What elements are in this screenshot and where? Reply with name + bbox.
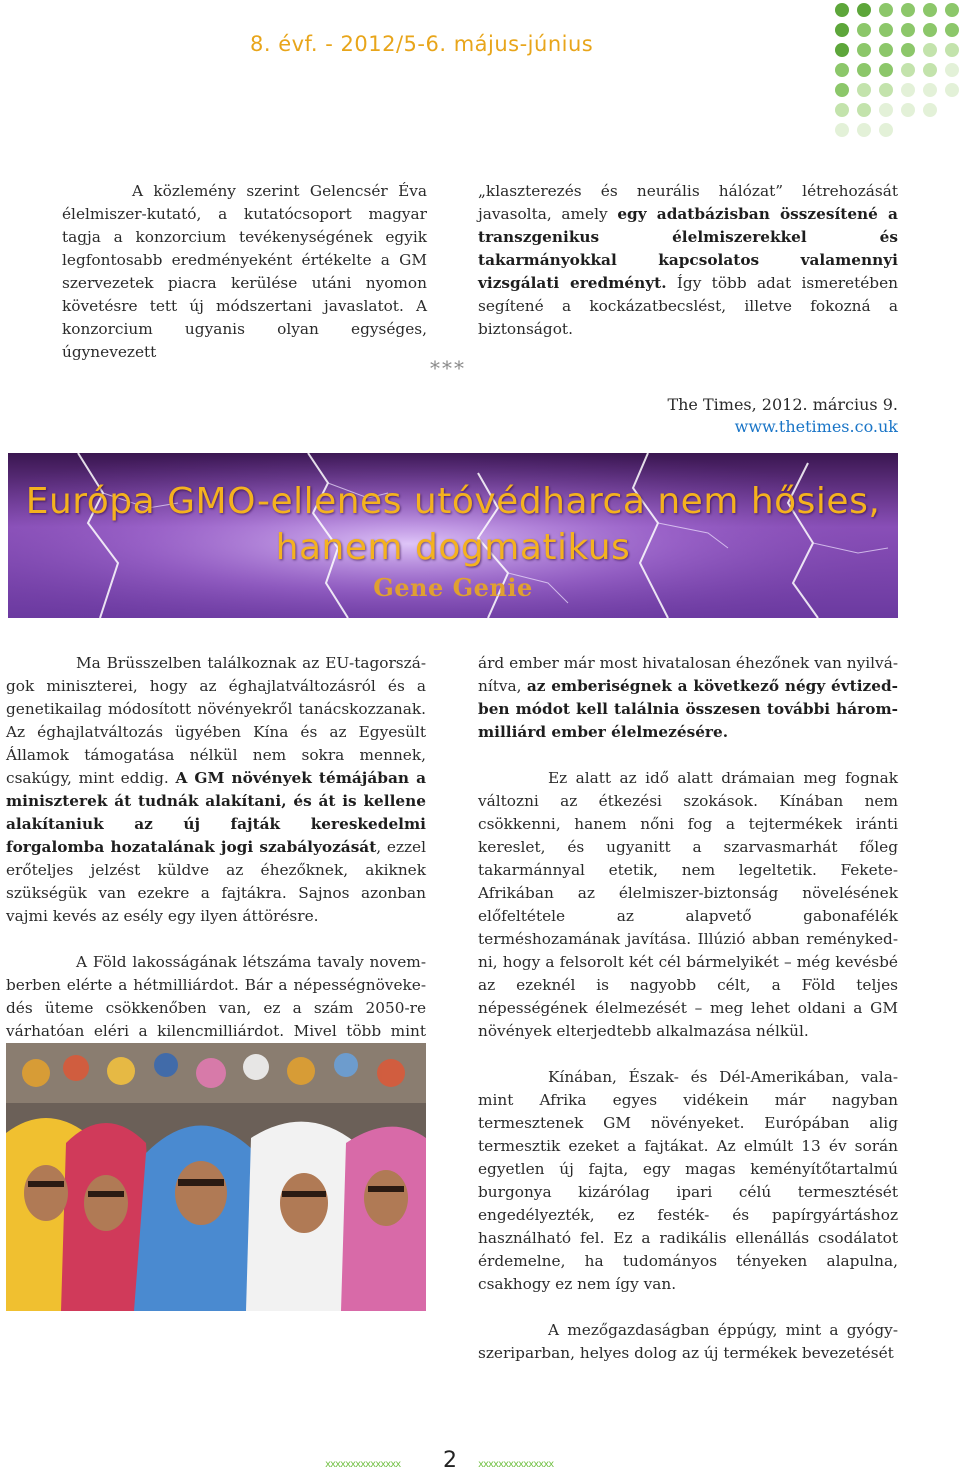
decorative-dot [835, 23, 849, 37]
decorative-dot [857, 63, 871, 77]
decorative-dot [857, 103, 871, 117]
decorative-dot [945, 23, 959, 37]
decorative-dot [835, 3, 849, 17]
page-number: 2 [443, 1448, 457, 1473]
decorative-dot [901, 43, 915, 57]
decorative-dot [923, 103, 937, 117]
source-publication: The Times, 2012. március 9. [667, 395, 898, 414]
paragraph: Kínában, Észak- és Dél-Amerikában, valamint Afrika egyes vidékein már nagyban termesztenek GM növényeket. Európában alig termesztik ezeket a fajtákat. Az elmúlt 13 év során egyetlen új fajta, egy magas keményítőtartalmú burgonya kizárólag ipari célú termesztését engedélyezték, ez festék- és papírgyártáshoz használható fel. Ez a radikális ellenállás csodálatot érdemelne, ha tudományos tényeken alapulna, csakhogy ez nem így van. [478, 1068, 898, 1293]
paragraph: „klaszterezés és neurális hálózat” létrehozását javasolta, amely egy adatbázisban összesítené a transzgenikus élelmiszerekkel és takarmányokkal kapcsolatos valamennyi vizsgálati eredményt. Így több adat ismeretében segítené a kockázatbecslést, illetve fokozná a biztonságot. [478, 182, 899, 338]
paragraph: A közlemény szerint Gelencsér Éva élelmiszer-kutató, a kutatócsoport magyar tagja a konzorcium tevékenységének egyik legfontosabb eredményeként értékelte a GM szervezetek piacra kerülése utáni nyomon követésre tett új módszertani javaslatot. A konzorcium ugyanis olyan egységes, úgynevezett [62, 182, 427, 361]
decorative-dot [879, 63, 893, 77]
decorative-dot [857, 43, 871, 57]
issue-header: 8. évf. - 2012/5-6. május-június [250, 32, 594, 56]
article-title-banner [8, 453, 898, 618]
decorative-dot [857, 3, 871, 17]
decorative-dot [923, 23, 937, 37]
decorative-dot [879, 43, 893, 57]
paragraph: A Föld lakosságának létszáma tavaly novemberben elérte a hétmilliárdot. Bár a népességnövekedés üteme csökkenőben van, ez a szám 2050-re várhatóan eléri a kilencmilliárdot. Mivel több mint [6, 953, 426, 1040]
footer-ornament-right: xxxxxxxxxxxxxxx [478, 1459, 554, 1470]
decorative-dot [901, 103, 915, 117]
decorative-dot [879, 103, 893, 117]
paragraph: Ma Brüsszelben találkoznak az EU-tagországok miniszterei, hogy az éghajlatváltozásról és a genetikailag módosított növényekről tanácskozzanak. Az éghajlatváltozás ügyében Kína és az Egyesült Államok támogatása nélkül nem sokra mennek, csakúgy, mint eddig. A GM növények témájában a miniszterek át tudnák alakítani, és át is kellene alakítaniuk az új fajták kereskedelmi forgalomba hozatalának jogi szabályozását, ezzel erőteljes jelzést küldve az éhezőknek, akiknek szükségük van ezekre a fajtákra. Sajnos azonban vajmi kevés az esély egy ilyen áttörésre. [6, 654, 427, 925]
decorative-dot [835, 123, 849, 137]
decorative-dot [835, 63, 849, 77]
decorative-dot [901, 63, 915, 77]
decorative-dot [923, 83, 937, 97]
top-left-column [62, 180, 427, 364]
decorative-dot [945, 43, 959, 57]
article-title [8, 479, 898, 571]
left-column [6, 652, 426, 1066]
crowd-photo [6, 1043, 426, 1311]
right-column [478, 652, 898, 1365]
paragraph: Ez alatt az idő alatt drámaian meg fognak változni az étkezési szokások. Kínában nem csökkenni, hanem nőni fog a tejtermékek iránti kereslet, és ugyanitt a szarvasmarhát főleg takarmánnyal etetik, nem legeltetik. Fekete-Afrikában az élelmiszer-biztonság növelésének előfeltétele az alapvető gabonafélék terméshozamának javítása. Illúzió abban reménykedni, hogy a felsorolt két cél bármelyikét – még kevésbé az ezeknél is nagyobb célt, a Föld teljes népességének élelmezését – meg lehet oldani a GM növények elterjedtebb alkalmazása nélkül. [478, 769, 898, 1040]
decorative-dot [879, 3, 893, 17]
footer-ornament-left: xxxxxxxxxxxxxxx [325, 1459, 401, 1470]
decorative-dot [901, 83, 915, 97]
decorative-dot [857, 23, 871, 37]
decorative-dot [945, 3, 959, 17]
source-citation [667, 394, 898, 438]
decorative-dot [835, 43, 849, 57]
decorative-dot [879, 123, 893, 137]
decorative-dot [923, 63, 937, 77]
paragraph: árd ember már most hivatalosan éhezőnek van nyilvánítva, az emberiségnek a következő négy évtizedben módot kell találnia összesen további hárommilliárd ember élelmezésére. [478, 654, 898, 741]
decorative-dot [923, 43, 937, 57]
source-url[interactable]: www.thetimes.co.uk [734, 417, 898, 436]
decorative-dot [945, 83, 959, 97]
decorative-dot [835, 103, 849, 117]
article-title-line-1: Európa GMO-ellenes utóvédharca nem hősies, [25, 481, 881, 522]
decorative-dots [828, 0, 960, 150]
article-author: Gene Genie [373, 573, 533, 602]
decorative-dot [857, 123, 871, 137]
top-right-column [478, 180, 898, 341]
decorative-dot [879, 23, 893, 37]
article-title-line-2: hanem dogmatikus [275, 527, 631, 568]
paragraph: A mezőgazdaságban éppúgy, mint a gyógyszeriparban, helyes dolog az új termékek bevezetését [478, 1321, 898, 1362]
decorative-dot [879, 83, 893, 97]
decorative-dot [835, 83, 849, 97]
decorative-dot [923, 3, 937, 17]
crowd-photo-illustration [6, 1043, 426, 1311]
decorative-dot [945, 63, 959, 77]
decorative-dot [857, 83, 871, 97]
decorative-dot [901, 3, 915, 17]
decorative-dot [901, 23, 915, 37]
section-separator: *** [430, 356, 466, 380]
